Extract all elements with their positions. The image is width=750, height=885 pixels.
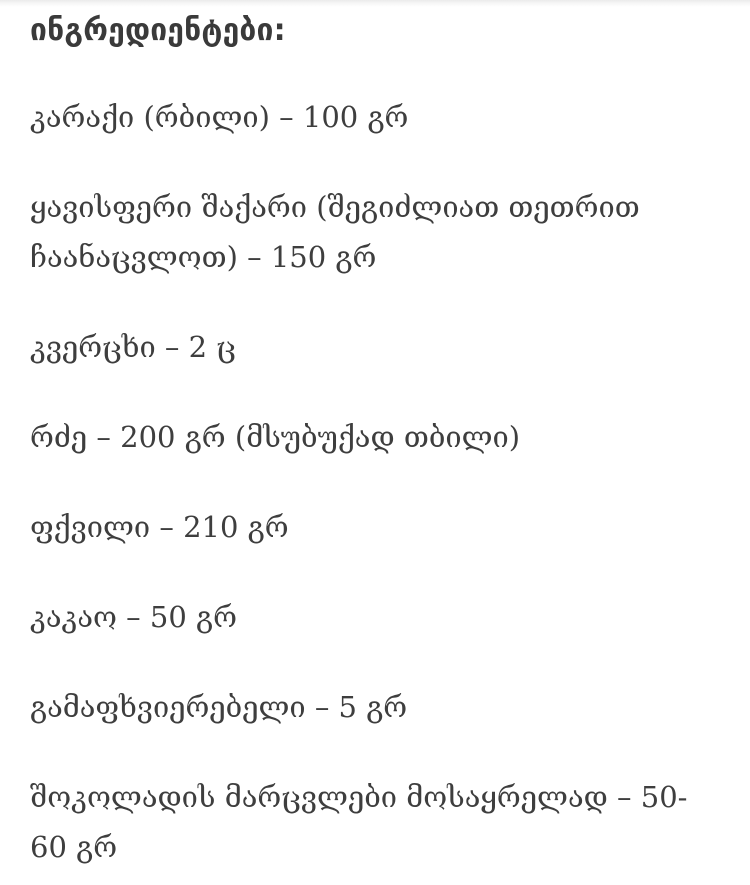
ingredient-item-chocolate-chips: [30, 772, 720, 872]
ingredient-item-milk: [30, 412, 720, 462]
ingredient-item-brown-sugar: [30, 182, 720, 282]
ingredients-heading: ინგრედიენტები:: [30, 13, 286, 48]
ingredient-text: 60 გრ: [30, 830, 118, 864]
ingredient-text: კარაქი (რბილი) – 100 გრ: [30, 100, 409, 134]
ingredient-item-flour: [30, 502, 720, 552]
ingredient-text: რძე – 200 გრ (მსუბუქად თბილი): [30, 420, 521, 454]
ingredient-text: ფქვილი – 210 გრ: [30, 510, 289, 544]
ingredient-item-butter: [30, 92, 720, 142]
ingredient-text: შოკოლადის მარცვლები მოსაყრელად – 50-: [30, 780, 688, 814]
ingredient-text: გამაფხვიერებელი – 5 გრ: [30, 690, 408, 724]
ingredient-item-eggs: [30, 322, 720, 372]
ingredient-item-cocoa: [30, 592, 720, 642]
ingredient-text: ჩაანაცვლოთ) – 150 გრ: [30, 240, 377, 274]
ingredient-text: ყავისფერი შაქარი (შეგიძლიათ თეთრით: [30, 190, 640, 224]
ingredient-text: კვერცხი – 2 ც: [30, 330, 236, 364]
ingredient-text: კაკაო – 50 გრ: [30, 600, 237, 634]
ingredient-item-baking-powder: [30, 682, 720, 732]
